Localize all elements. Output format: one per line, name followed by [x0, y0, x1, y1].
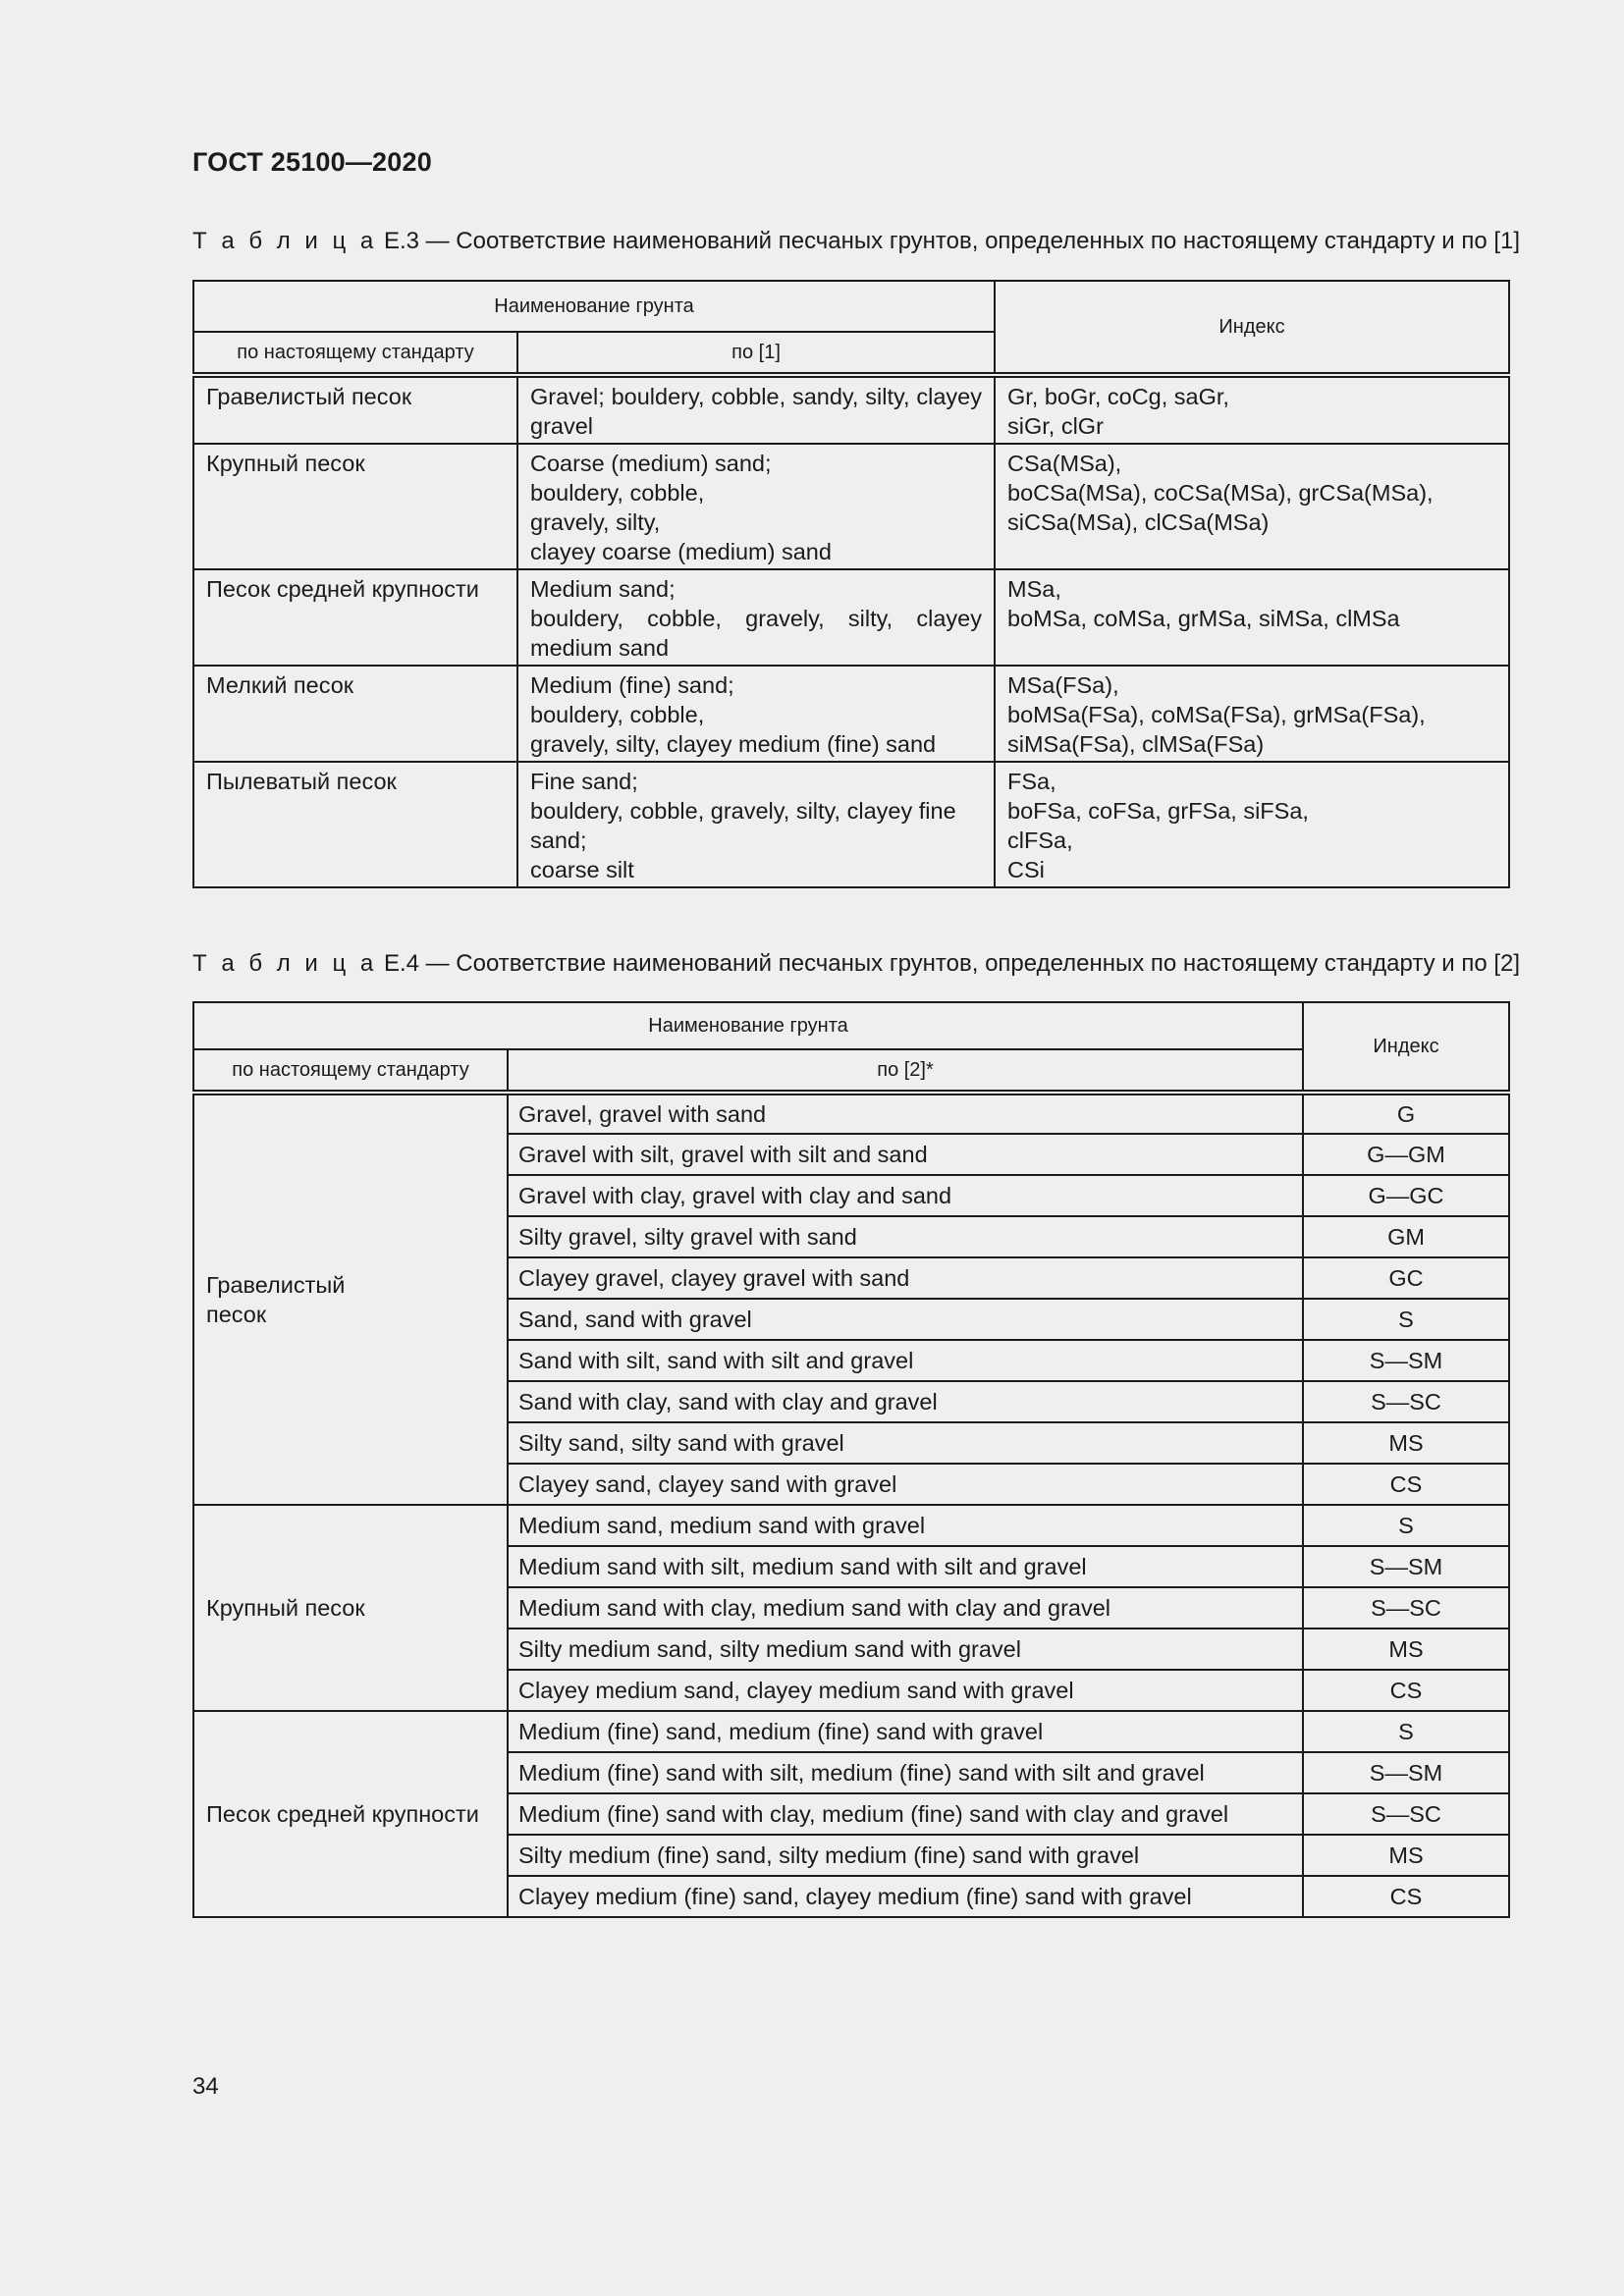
table-cell-source: Sand with clay, sand with clay and gravel: [508, 1381, 1303, 1422]
table-cell-source: Medium sand; bouldery, cobble, gravely, silty, clayey medium sand: [517, 569, 995, 666]
table-cell-source: Medium (fine) sand with silt, medium (fine) sand with silt and gravel: [508, 1752, 1303, 1793]
table-cell-source: Sand, sand with gravel: [508, 1299, 1303, 1340]
table-cell-index: S—SC: [1303, 1793, 1509, 1835]
table-cell-index: S—SM: [1303, 1340, 1509, 1381]
table-cell-source: Medium (fine) sand; bouldery, cobble, gravely, silty, clayey medium (fine) sand: [517, 666, 995, 762]
table-cell-source: Silty sand, silty sand with gravel: [508, 1422, 1303, 1464]
table-cell-source: Medium sand with clay, medium sand with clay and gravel: [508, 1587, 1303, 1629]
table-row: [193, 1093, 1509, 1134]
table-cell-source: Sand with silt, sand with silt and gravel: [508, 1340, 1303, 1381]
table-cell-index: CS: [1303, 1670, 1509, 1711]
table-e3-caption-text: Е.3 — Соответствие наименований песчаных грунтов, определенных по настоящему стандарту и по [1]: [383, 228, 1521, 254]
table-e4-caption-label: Т а б л и ц а: [192, 950, 378, 977]
table-cell-index: CSa(MSa), boCSa(MSa), coCSa(MSa), grCSa(MSa), siCSa(MSa), clCSa(MSa): [995, 444, 1509, 569]
table-cell-index: MS: [1303, 1629, 1509, 1670]
table-e4-caption: [192, 950, 1520, 978]
table-row: [193, 444, 1509, 569]
table-row: [193, 569, 1509, 666]
table-cell-source: Gravel with silt, gravel with silt and sand: [508, 1134, 1303, 1175]
table-row: [193, 1505, 1509, 1546]
table-cell-index: S—SC: [1303, 1381, 1509, 1422]
table-cell-source: Fine sand; bouldery, cobble, gravely, silty, clayey fine sand; coarse silt: [517, 762, 995, 887]
table-cell-source: Medium sand with silt, medium sand with silt and gravel: [508, 1546, 1303, 1587]
table-cell-source: Gravel; bouldery, cobble, sandy, silty, clayey gravel: [517, 375, 995, 444]
table-e4-head-soil-name: Наименование грунта: [193, 1002, 1303, 1049]
table-e4-head-standard: по настоящему стандарту: [193, 1049, 508, 1093]
table-cell-source: Silty medium (fine) sand, silty medium (fine) sand with gravel: [508, 1835, 1303, 1876]
table-e4-caption-text: Е.4 — Соответствие наименований песчаных грунтов, определенных по настоящему стандарту и по [2]: [383, 950, 1521, 977]
table-cell-source: Medium (fine) sand with clay, medium (fine) sand with clay and gravel: [508, 1793, 1303, 1835]
table-cell-source: Clayey medium sand, clayey medium sand with gravel: [508, 1670, 1303, 1711]
table-cell-standard-group: Песок средней крупности: [193, 1711, 508, 1917]
table-row: [193, 762, 1509, 887]
table-row: [193, 666, 1509, 762]
table-e3-head-soil-name: Наименование грунта: [193, 281, 995, 332]
table-cell-source: Silty medium sand, silty medium sand with gravel: [508, 1629, 1303, 1670]
document-header: ГОСТ 25100—2020: [192, 147, 432, 177]
table-cell-index: G: [1303, 1093, 1509, 1134]
table-cell-index: CS: [1303, 1876, 1509, 1917]
table-e4-body: [193, 1093, 1509, 1917]
table-cell-source: Clayey sand, clayey sand with gravel: [508, 1464, 1303, 1505]
table-e3-head-index: Индекс: [995, 281, 1509, 375]
table-cell-index: S—SC: [1303, 1587, 1509, 1629]
table-e3-caption-label: Т а б л и ц а: [192, 228, 378, 254]
table-cell-index: MSa, boMSa, coMSa, grMSa, siMSa, clMSa: [995, 569, 1509, 666]
page-number: 34: [192, 2073, 219, 2100]
table-row: [193, 375, 1509, 444]
table-cell-source: Medium sand, medium sand with gravel: [508, 1505, 1303, 1546]
table-cell-index: MS: [1303, 1422, 1509, 1464]
table-cell-index: G—GM: [1303, 1134, 1509, 1175]
table-cell-index: S: [1303, 1711, 1509, 1752]
table-cell-source: Gravel, gravel with sand: [508, 1093, 1303, 1134]
table-cell-index: GM: [1303, 1216, 1509, 1257]
table-cell-standard-group: Гравелистый песок: [193, 1093, 508, 1505]
table-e3: [192, 280, 1510, 888]
table-e4-head-index: Индекс: [1303, 1002, 1509, 1093]
table-cell-source: Medium (fine) sand, medium (fine) sand with gravel: [508, 1711, 1303, 1752]
table-e4-head-source: по [2]*: [508, 1049, 1303, 1093]
table-e3-head-source: по [1]: [517, 332, 995, 375]
table-cell-index: S: [1303, 1505, 1509, 1546]
table-cell-standard: Пылеватый песок: [193, 762, 517, 887]
table-e3-body: [193, 375, 1509, 887]
table-cell-source: Clayey medium (fine) sand, clayey medium (fine) sand with gravel: [508, 1876, 1303, 1917]
table-row: [193, 1711, 1509, 1752]
table-cell-index: FSa, boFSa, coFSa, grFSa, siFSa, clFSa, CSi: [995, 762, 1509, 887]
table-cell-index: MSa(FSa), boMSa(FSa), coMSa(FSa), grMSa(FSa), siMSa(FSa), clMSa(FSa): [995, 666, 1509, 762]
table-cell-standard: Крупный песок: [193, 444, 517, 569]
table-cell-standard: Мелкий песок: [193, 666, 517, 762]
table-cell-index: CS: [1303, 1464, 1509, 1505]
table-cell-index: S—SM: [1303, 1546, 1509, 1587]
table-cell-standard-group: Крупный песок: [193, 1505, 508, 1711]
table-cell-index: S—SM: [1303, 1752, 1509, 1793]
table-cell-source: Gravel with clay, gravel with clay and sand: [508, 1175, 1303, 1216]
table-cell-source: Coarse (medium) sand; bouldery, cobble, gravely, silty, clayey coarse (medium) sand: [517, 444, 995, 569]
table-cell-index: MS: [1303, 1835, 1509, 1876]
table-e3-caption: [192, 228, 1520, 255]
table-cell-standard: Песок средней крупности: [193, 569, 517, 666]
table-cell-index: G—GC: [1303, 1175, 1509, 1216]
table-cell-standard: Гравелистый песок: [193, 375, 517, 444]
table-e3-head-standard: по настоящему стандарту: [193, 332, 517, 375]
table-e4: [192, 1001, 1510, 1918]
table-cell-index: S: [1303, 1299, 1509, 1340]
table-cell-index: Gr, boGr, coCg, saGr, siGr, clGr: [995, 375, 1509, 444]
table-cell-source: Silty gravel, silty gravel with sand: [508, 1216, 1303, 1257]
table-cell-index: GC: [1303, 1257, 1509, 1299]
table-cell-source: Clayey gravel, clayey gravel with sand: [508, 1257, 1303, 1299]
